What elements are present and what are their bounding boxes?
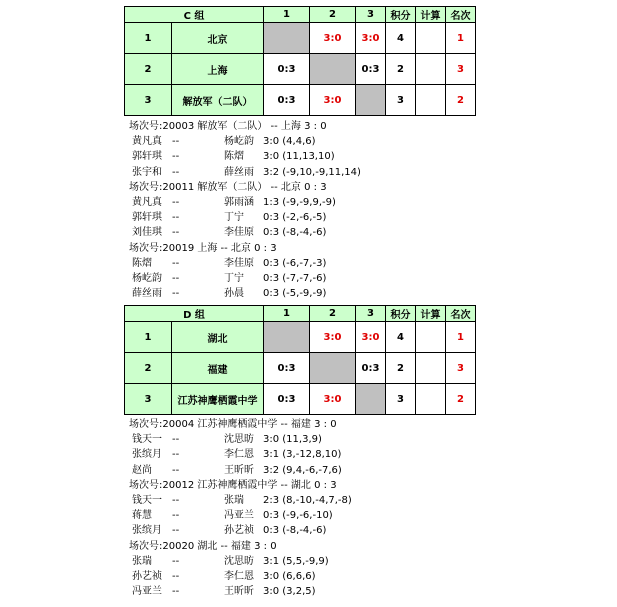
separator: -- bbox=[172, 288, 180, 300]
match-header: 场次号:20019 上海 -- 北京 0 : 3 bbox=[129, 242, 277, 254]
match-header: 场次号:20003 解放军（二队） -- 上海 3 : 0 bbox=[129, 121, 327, 132]
separator: -- bbox=[172, 257, 180, 269]
match-game-row bbox=[129, 432, 337, 447]
table-row bbox=[125, 54, 476, 85]
group-d-header-row bbox=[125, 306, 476, 322]
match-header: 场次号:20004 江苏神鹰栖霞中学 -- 福建 3 : 0 bbox=[129, 419, 337, 430]
game-score: 0:3 (-9,-6,-10) bbox=[263, 510, 333, 522]
player-2: 孙艺祯 bbox=[224, 525, 254, 537]
player-2: 李佳原 bbox=[224, 227, 254, 239]
player-1: 张瑞 bbox=[132, 555, 152, 567]
score-cell: 3:0 bbox=[310, 322, 356, 353]
separator: -- bbox=[172, 464, 180, 476]
game-score: 0:3 (-8,-4,-6) bbox=[263, 525, 327, 537]
calc-cell bbox=[416, 384, 446, 415]
self-cell bbox=[264, 322, 310, 353]
calc-cell bbox=[416, 85, 446, 116]
points-cell: 4 bbox=[386, 322, 416, 353]
group-c-header-row bbox=[125, 7, 476, 23]
player-2: 丁宁 bbox=[224, 272, 244, 284]
rank-cell: 2 bbox=[446, 85, 476, 116]
table-row bbox=[125, 85, 476, 116]
player-2: 杨屹韵 bbox=[224, 136, 254, 148]
game-score: 2:3 (8,-10,-4,7,-8) bbox=[263, 494, 352, 506]
row-number: 2 bbox=[125, 54, 172, 85]
match-game-row bbox=[129, 149, 335, 164]
header-rank: 名次 bbox=[446, 306, 476, 322]
player-2: 陈熠 bbox=[224, 151, 244, 163]
header-col-2: 2 bbox=[310, 7, 356, 23]
player-2: 李仁恩 bbox=[224, 570, 254, 582]
player-1: 陈熠 bbox=[132, 257, 152, 269]
group-d-table bbox=[124, 305, 476, 415]
score-cell: 3:0 bbox=[356, 322, 386, 353]
score-cell: 3:0 bbox=[310, 384, 356, 415]
game-score: 0:3 (-5,-9,-9) bbox=[263, 288, 327, 300]
player-1: 冯亚兰 bbox=[132, 586, 162, 598]
table-row bbox=[125, 23, 476, 54]
game-score: 3:2 (-9,10,-9,11,14) bbox=[263, 166, 361, 178]
game-score: 0:3 (-6,-7,-3) bbox=[263, 257, 327, 269]
header-col-2: 2 bbox=[310, 306, 356, 322]
self-cell bbox=[264, 23, 310, 54]
team-name: 福建 bbox=[172, 353, 264, 384]
header-points: 积分 bbox=[386, 7, 416, 23]
player-1: 蒋慧 bbox=[132, 510, 152, 522]
match-game-row bbox=[129, 286, 327, 301]
self-cell bbox=[310, 353, 356, 384]
game-score: 0:3 (-2,-6,-5) bbox=[263, 212, 327, 224]
score-cell: 3:0 bbox=[356, 23, 386, 54]
match-game-row bbox=[129, 463, 342, 478]
separator: -- bbox=[172, 510, 180, 522]
self-cell bbox=[310, 54, 356, 85]
score-cell: 0:3 bbox=[264, 384, 310, 415]
score-cell: 0:3 bbox=[264, 85, 310, 116]
separator: -- bbox=[172, 212, 180, 224]
player-1: 张缤月 bbox=[132, 525, 162, 537]
separator: -- bbox=[172, 586, 180, 598]
row-number: 1 bbox=[125, 322, 172, 353]
separator: -- bbox=[172, 136, 180, 148]
player-2: 冯亚兰 bbox=[224, 510, 254, 522]
calc-cell bbox=[416, 322, 446, 353]
player-2: 沈思昉 bbox=[224, 434, 254, 446]
separator: -- bbox=[172, 196, 180, 208]
player-1: 钱天一 bbox=[132, 434, 162, 446]
match-game-row bbox=[129, 271, 327, 286]
table-row bbox=[125, 353, 476, 384]
calc-cell bbox=[416, 23, 446, 54]
player-1: 钱天一 bbox=[132, 494, 162, 506]
score-cell: 3:0 bbox=[310, 23, 356, 54]
table-row bbox=[125, 384, 476, 415]
team-name: 江苏神鹰栖霞中学 bbox=[172, 384, 264, 415]
match-game-row bbox=[129, 195, 336, 210]
score-cell: 3:0 bbox=[310, 85, 356, 116]
player-1: 黄凡真 bbox=[132, 136, 162, 148]
score-cell: 0:3 bbox=[264, 353, 310, 384]
match-game-row bbox=[129, 493, 352, 508]
player-1: 赵尚 bbox=[132, 464, 152, 476]
header-rank: 名次 bbox=[446, 7, 476, 23]
match-game-row bbox=[129, 554, 337, 569]
player-2: 孙晨 bbox=[224, 288, 244, 300]
points-cell: 3 bbox=[386, 85, 416, 116]
game-score: 3:1 (5,5,-9,9) bbox=[263, 555, 329, 567]
player-1: 郭轩琪 bbox=[132, 151, 162, 163]
team-name: 上海 bbox=[172, 54, 264, 85]
group-d bbox=[124, 305, 476, 415]
match-game-row bbox=[129, 256, 327, 271]
header-calc: 计算 bbox=[416, 306, 446, 322]
match-game-row bbox=[129, 134, 327, 149]
header-col-1: 1 bbox=[264, 7, 310, 23]
team-name: 湖北 bbox=[172, 322, 264, 353]
row-number: 1 bbox=[125, 23, 172, 54]
team-name: 解放军（二队） bbox=[172, 85, 264, 116]
points-cell: 4 bbox=[386, 23, 416, 54]
player-1: 刘佳琪 bbox=[132, 227, 162, 239]
group-c-title: C 组 bbox=[125, 7, 264, 23]
score-cell: 0:3 bbox=[264, 54, 310, 85]
rank-cell: 3 bbox=[446, 54, 476, 85]
match-game-row bbox=[129, 523, 337, 538]
self-cell bbox=[356, 384, 386, 415]
group-d-match-results bbox=[129, 417, 352, 599]
player-1: 孙艺祯 bbox=[132, 570, 162, 582]
row-number: 3 bbox=[125, 384, 172, 415]
game-score: 3:0 (6,6,6) bbox=[263, 570, 316, 582]
player-1: 薛丝雨 bbox=[132, 288, 162, 300]
points-cell: 3 bbox=[386, 384, 416, 415]
player-1: 杨屹韵 bbox=[132, 272, 162, 284]
match-game-row bbox=[129, 225, 327, 240]
points-cell: 2 bbox=[386, 54, 416, 85]
game-score: 1:3 (-9,-9,9,-9) bbox=[263, 196, 336, 208]
team-name: 北京 bbox=[172, 23, 264, 54]
separator: -- bbox=[172, 227, 180, 239]
rank-cell: 2 bbox=[446, 384, 476, 415]
match-game-row bbox=[129, 584, 337, 599]
player-2: 王昕昕 bbox=[224, 586, 254, 598]
self-cell bbox=[356, 85, 386, 116]
match-game-row bbox=[129, 447, 342, 462]
row-number: 2 bbox=[125, 353, 172, 384]
points-cell: 2 bbox=[386, 353, 416, 384]
group-c-table bbox=[124, 6, 476, 116]
score-cell: 0:3 bbox=[356, 353, 386, 384]
match-game-row bbox=[129, 165, 361, 180]
separator: -- bbox=[172, 272, 180, 284]
player-2: 李佳原 bbox=[224, 257, 254, 269]
match-game-row bbox=[129, 569, 337, 584]
row-number: 3 bbox=[125, 85, 172, 116]
game-score: 3:0 (4,4,6) bbox=[263, 136, 316, 148]
player-1: 郭轩琪 bbox=[132, 212, 162, 224]
match-header: 场次号:20020 湖北 -- 福建 3 : 0 bbox=[129, 540, 277, 552]
player-2: 沈思昉 bbox=[224, 555, 254, 567]
header-col-1: 1 bbox=[264, 306, 310, 322]
player-2: 丁宁 bbox=[224, 212, 244, 224]
game-score: 3:1 (3,-12,8,10) bbox=[263, 449, 342, 461]
player-2: 李仁恩 bbox=[224, 449, 254, 461]
player-2: 薛丝雨 bbox=[224, 166, 254, 178]
separator: -- bbox=[172, 525, 180, 537]
group-d-title: D 组 bbox=[125, 306, 264, 322]
player-1: 张缤月 bbox=[132, 449, 162, 461]
match-header: 场次号:20012 江苏神鹰栖霞中学 -- 湖北 0 : 3 bbox=[129, 479, 337, 491]
player-2: 张瑞 bbox=[224, 494, 244, 506]
separator: -- bbox=[172, 570, 180, 582]
match-game-row bbox=[129, 508, 337, 523]
game-score: 3:0 (11,13,10) bbox=[263, 151, 335, 163]
separator: -- bbox=[172, 434, 180, 446]
group-c bbox=[124, 6, 476, 116]
game-score: 3:0 (3,2,5) bbox=[263, 586, 316, 598]
header-col-3: 3 bbox=[356, 7, 386, 23]
separator: -- bbox=[172, 151, 180, 163]
group-c-match-results bbox=[129, 119, 361, 301]
player-2: 王昕昕 bbox=[224, 464, 254, 476]
rank-cell: 1 bbox=[446, 23, 476, 54]
calc-cell bbox=[416, 54, 446, 85]
game-score: 0:3 (-8,-4,-6) bbox=[263, 227, 327, 239]
game-score: 3:0 (11,3,9) bbox=[263, 434, 322, 446]
player-1: 黄凡真 bbox=[132, 196, 162, 208]
separator: -- bbox=[172, 555, 180, 567]
rank-cell: 1 bbox=[446, 322, 476, 353]
separator: -- bbox=[172, 449, 180, 461]
player-2: 郭雨涵 bbox=[224, 196, 254, 208]
calc-cell bbox=[416, 353, 446, 384]
header-points: 积分 bbox=[386, 306, 416, 322]
game-score: 0:3 (-7,-7,-6) bbox=[263, 272, 327, 284]
player-1: 张宇和 bbox=[132, 166, 162, 178]
match-header: 场次号:20011 解放军（二队） -- 北京 0 : 3 bbox=[129, 181, 327, 193]
rank-cell: 3 bbox=[446, 353, 476, 384]
separator: -- bbox=[172, 494, 180, 506]
header-col-3: 3 bbox=[356, 306, 386, 322]
header-calc: 计算 bbox=[416, 7, 446, 23]
table-row bbox=[125, 322, 476, 353]
game-score: 3:2 (9,4,-6,-7,6) bbox=[263, 464, 342, 476]
match-game-row bbox=[129, 210, 327, 225]
separator: -- bbox=[172, 166, 180, 178]
score-cell: 0:3 bbox=[356, 54, 386, 85]
